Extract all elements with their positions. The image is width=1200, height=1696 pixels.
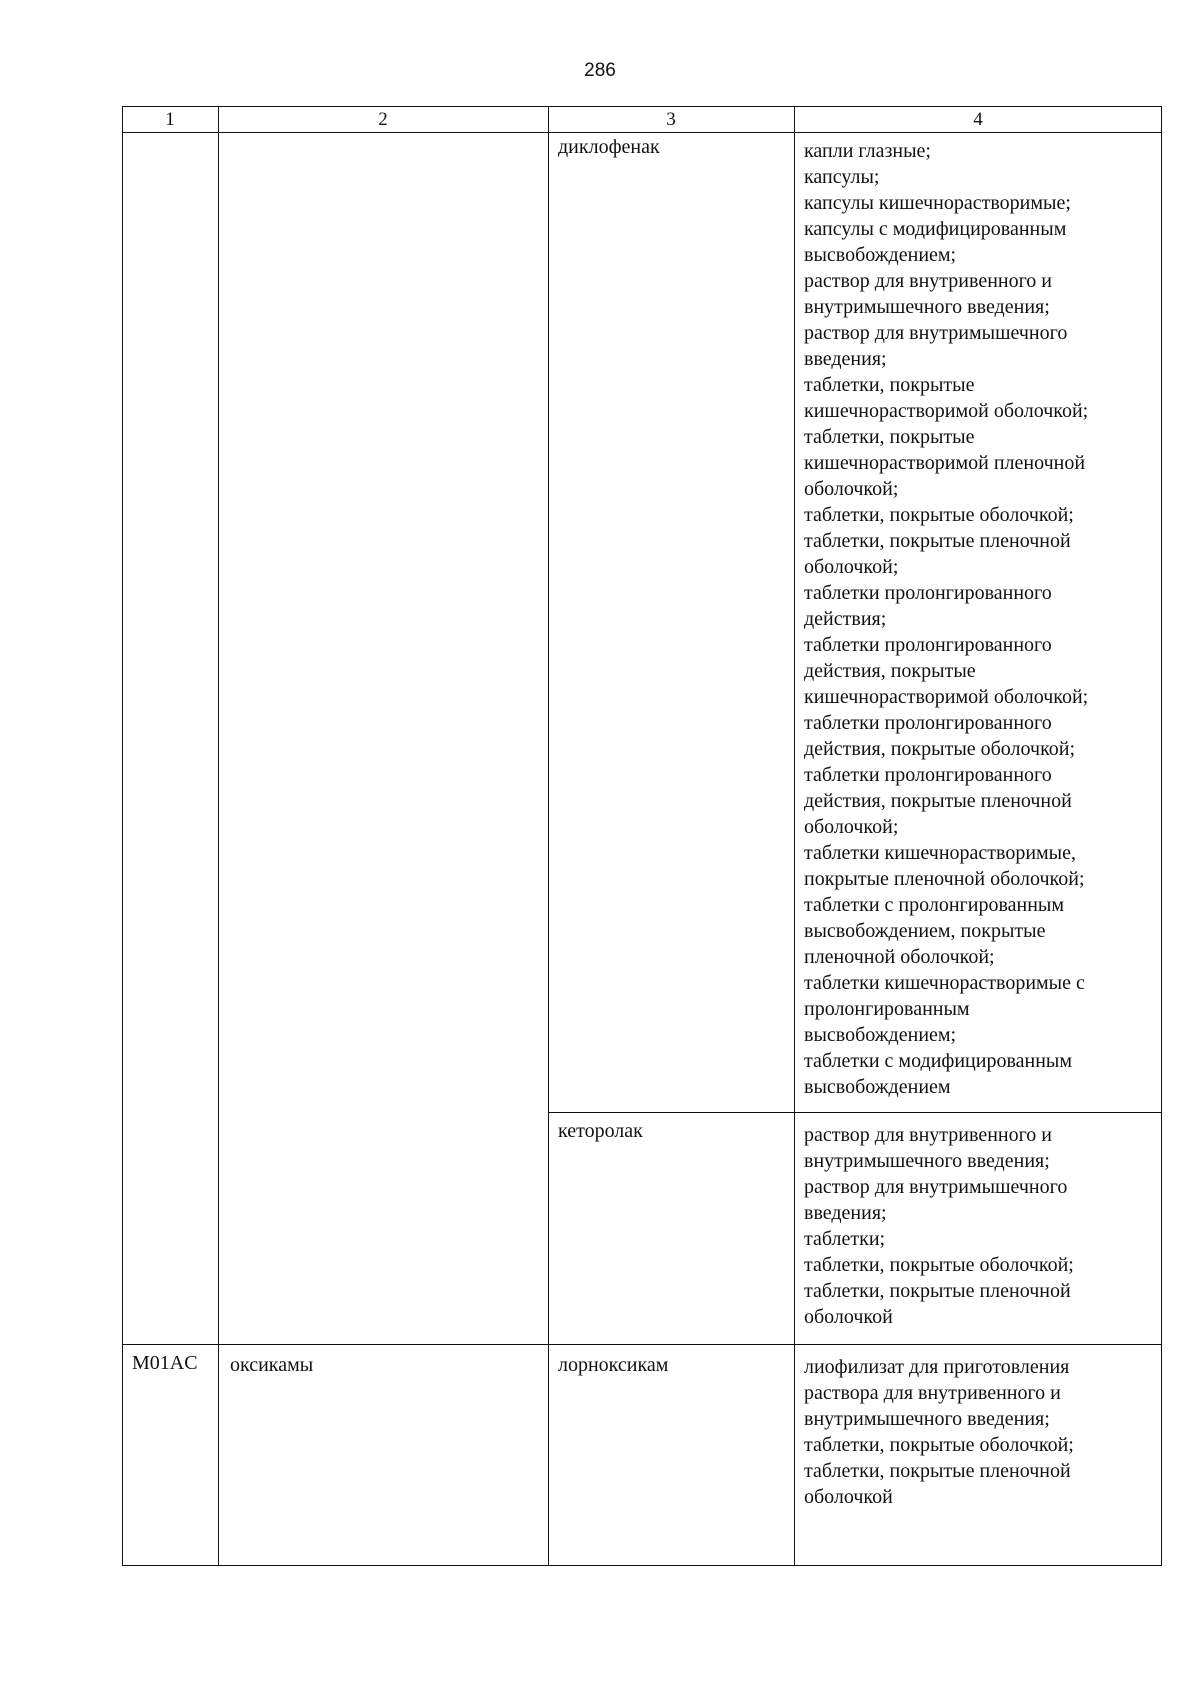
dosage-form-line: высвобождением; (804, 244, 957, 266)
dosage-form-line: кишечнорастворимой оболочкой; (804, 400, 1089, 422)
atc-code-m01ac: M01AC (132, 1352, 198, 1374)
dosage-form-line: таблетки пролонгированного (804, 634, 1052, 656)
column-divider-3-4 (794, 106, 795, 1566)
dosage-form-line: пленочной оболочкой; (804, 946, 995, 968)
dosage-form-line: оболочкой; (804, 556, 899, 578)
dosage-form-line: таблетки пролонгированного (804, 764, 1052, 786)
dosage-form-line: внутримышечного введения; (804, 1150, 1050, 1172)
dosage-form-line: таблетки с модифицированным (804, 1050, 1073, 1072)
column-header-2: 2 (378, 109, 388, 130)
dosage-forms-lornoxicam (804, 1354, 1074, 1510)
dosage-form-line: кишечнорастворимой пленочной (804, 452, 1086, 474)
dosage-form-line: таблетки, покрытые оболочкой; (804, 504, 1074, 526)
header-divider (122, 132, 1162, 133)
dosage-form-line: кишечнорастворимой оболочкой; (804, 686, 1089, 708)
dosage-form-line: раствор для внутривенного и (804, 270, 1053, 292)
dosage-form-line: таблетки; (804, 1228, 886, 1250)
dosage-form-line: действия, покрытые оболочкой; (804, 738, 1076, 760)
dosage-form-line: раствор для внутривенного и (804, 1124, 1053, 1146)
dosage-form-line: таблетки, покрытые пленочной (804, 1460, 1071, 1482)
dosage-form-line: оболочкой; (804, 478, 899, 500)
page-number: 286 (584, 60, 616, 81)
drug-name-lornoxicam: лорноксикам (558, 1354, 669, 1376)
drug-name-ketorolac: кеторолак (558, 1120, 643, 1142)
dosage-forms-ketorolac (804, 1122, 1074, 1330)
column-header-1: 1 (165, 109, 175, 130)
dosage-form-line: капсулы с модифицированным (804, 218, 1067, 240)
dosage-forms-diclofenac (804, 138, 1088, 1100)
dosage-form-line: высвобождением (804, 1076, 951, 1098)
dosage-form-line: капли глазные; (804, 140, 931, 162)
dosage-form-line: раствор для внутримышечного (804, 1176, 1068, 1198)
dosage-form-line: капсулы; (804, 166, 880, 188)
column-header-4: 4 (973, 109, 983, 130)
dosage-form-line: лиофилизат для приготовления (804, 1356, 1070, 1378)
dosage-form-line: таблетки пролонгированного (804, 582, 1052, 604)
dosage-form-line: действия, покрытые пленочной (804, 790, 1072, 812)
dosage-form-line: таблетки, покрытые пленочной (804, 1280, 1071, 1302)
dosage-form-line: введения; (804, 348, 887, 370)
drug-table (122, 106, 1162, 1566)
dosage-form-line: таблетки, покрытые пленочной (804, 530, 1071, 552)
dosage-form-line: капсулы кишечнорастворимые; (804, 192, 1071, 214)
dosage-form-line: оболочкой (804, 1306, 893, 1328)
dosage-form-line: оболочкой; (804, 816, 899, 838)
column-header-3: 3 (666, 109, 676, 130)
dosage-form-line: действия; (804, 608, 887, 630)
dosage-form-line: таблетки, покрытые (804, 374, 975, 396)
dosage-form-line: пролонгированным (804, 998, 970, 1020)
dosage-form-line: таблетки, покрытые оболочкой; (804, 1434, 1074, 1456)
dosage-form-line: действия, покрытые (804, 660, 976, 682)
dosage-form-line: внутримышечного введения; (804, 1408, 1050, 1430)
drug-name-diclofenac: диклофенак (558, 136, 660, 158)
dosage-form-line: таблетки, покрытые (804, 426, 975, 448)
group-name-oxicams: оксикамы (230, 1354, 314, 1376)
dosage-form-line: таблетки, покрытые оболочкой; (804, 1254, 1074, 1276)
column-divider-1-2 (218, 106, 219, 1566)
dosage-form-line: раствор для внутримышечного (804, 322, 1068, 344)
dosage-form-line: высвобождением; (804, 1024, 957, 1046)
row-divider-diclofenac-ketorolac (548, 1112, 1162, 1113)
dosage-form-line: высвобождением, покрытые (804, 920, 1046, 942)
dosage-form-line: введения; (804, 1202, 887, 1224)
dosage-form-line: таблетки кишечнорастворимые, (804, 842, 1076, 864)
dosage-form-line: оболочкой (804, 1486, 893, 1508)
row-divider-ketorolac-m01ac (122, 1344, 1162, 1345)
dosage-form-line: таблетки с пролонгированным (804, 894, 1065, 916)
dosage-form-line: раствора для внутривенного и (804, 1382, 1061, 1404)
dosage-form-line: покрытые пленочной оболочкой; (804, 868, 1085, 890)
dosage-form-line: внутримышечного введения; (804, 296, 1050, 318)
column-divider-2-3 (548, 106, 549, 1566)
dosage-form-line: таблетки кишечнорастворимые с (804, 972, 1085, 994)
dosage-form-line: таблетки пролонгированного (804, 712, 1052, 734)
